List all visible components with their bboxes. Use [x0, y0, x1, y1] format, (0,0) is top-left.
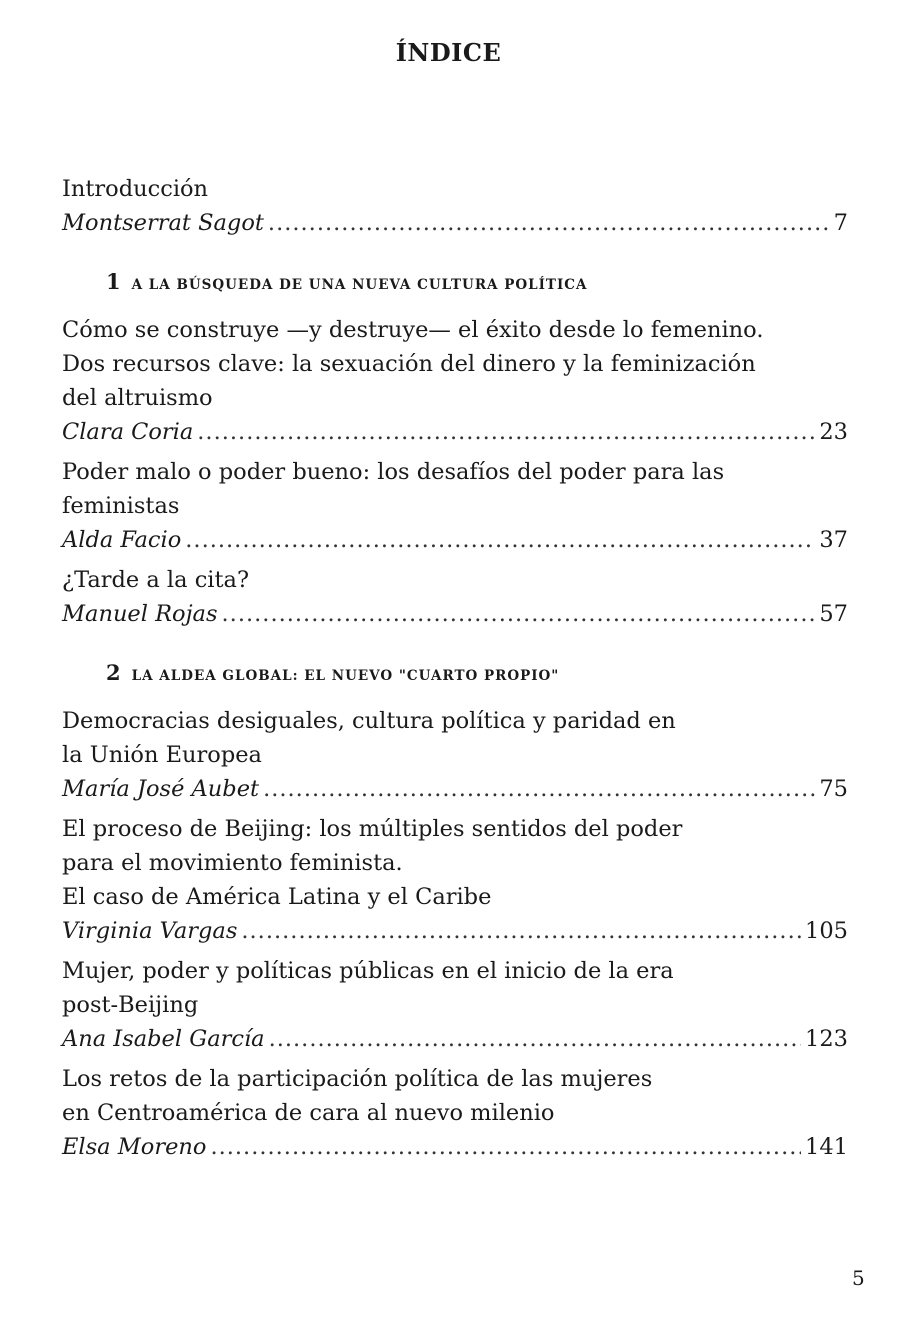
entry-author-line — [62, 772, 848, 806]
dot-leader — [210, 1130, 801, 1164]
entry-title-line: Introducción — [62, 176, 209, 202]
toc-sections — [62, 270, 848, 1164]
entry-page-number: 37 — [819, 527, 848, 553]
section-number: 1 — [106, 269, 122, 294]
entry-author: Ana Isabel García — [62, 1026, 265, 1052]
dot-leader — [222, 597, 816, 631]
entry-author: Montserrat Sagot — [62, 210, 264, 236]
entry-page-number: 141 — [805, 1134, 848, 1160]
entry-author-line — [62, 415, 848, 449]
entry-title-line: El caso de América Latina y el Caribe — [62, 884, 492, 910]
entry-title-line: Cómo se construye —y destruye— el éxito desde lo femenino. — [62, 317, 764, 343]
entry-title-line: El proceso de Beijing: los múltiples sentidos del poder — [62, 816, 683, 842]
dot-leader — [185, 523, 815, 557]
toc-entry — [62, 455, 848, 557]
section-heading — [106, 661, 848, 688]
entry-title-line: del altruismo — [62, 385, 213, 411]
toc-entry — [62, 563, 848, 631]
entry-author: Virginia Vargas — [62, 918, 238, 944]
dot-leader — [197, 415, 815, 449]
entry-author-line — [62, 1022, 848, 1056]
entry-title-line: la Unión Europea — [62, 742, 262, 768]
dot-leader — [269, 1022, 801, 1056]
entry-author-line — [62, 523, 848, 557]
toc-entry — [62, 1062, 848, 1164]
entry-author: María José Aubet — [62, 776, 260, 802]
toc-entry-intro — [62, 172, 848, 240]
dot-leader — [268, 206, 830, 240]
entry-title-line: post-Beijing — [62, 992, 199, 1018]
entry-page-number: 105 — [805, 918, 848, 944]
entry-title-line: Democracias desiguales, cultura política y paridad en — [62, 708, 676, 734]
dot-leader — [263, 772, 815, 806]
section-heading — [106, 270, 848, 297]
section-heading-text: A LA BÚSQUEDA DE UNA NUEVA CULTURA POLÍTICA — [131, 277, 588, 293]
entry-author: Clara Coria — [62, 419, 194, 445]
entry-page-number: 57 — [819, 601, 848, 627]
page-number: 5 — [852, 1266, 865, 1290]
toc-entry — [62, 704, 848, 806]
entry-author-line — [62, 206, 848, 240]
entry-author: Alda Facio — [62, 527, 182, 553]
table-of-contents — [62, 172, 848, 1170]
entry-author: Manuel Rojas — [62, 601, 218, 627]
toc-entry — [62, 954, 848, 1056]
entry-title-line: Poder malo o poder bueno: los desafíos del poder para las — [62, 459, 725, 485]
entry-author: Elsa Moreno — [62, 1134, 207, 1160]
entry-title-line: en Centroamérica de cara al nuevo milenio — [62, 1100, 555, 1126]
section-heading-text: LA ALDEA GLOBAL: EL NUEVO "CUARTO PROPIO" — [131, 668, 560, 684]
entry-page-number: 23 — [819, 419, 848, 445]
entry-author-line — [62, 914, 848, 948]
page-title: ÍNDICE — [395, 38, 502, 67]
toc-entry — [62, 313, 848, 449]
entry-title-line: para el movimiento feminista. — [62, 850, 403, 876]
entry-author-line — [62, 597, 848, 631]
entry-author-line — [62, 1130, 848, 1164]
dot-leader — [241, 914, 801, 948]
entry-page-number: 7 — [833, 210, 848, 236]
toc-entry — [62, 812, 848, 948]
entry-title-line: ¿Tarde a la cita? — [62, 567, 250, 593]
section-number: 2 — [106, 660, 122, 685]
entry-page-number: 75 — [819, 776, 848, 802]
entry-title-line: Dos recursos clave: la sexuación del dinero y la feminización — [62, 351, 756, 377]
entry-page-number: 123 — [805, 1026, 848, 1052]
entry-title-line: Mujer, poder y políticas públicas en el inicio de la era — [62, 958, 674, 984]
entry-title-line: feministas — [62, 493, 180, 519]
entry-title-line: Los retos de la participación política de las mujeres — [62, 1066, 653, 1092]
